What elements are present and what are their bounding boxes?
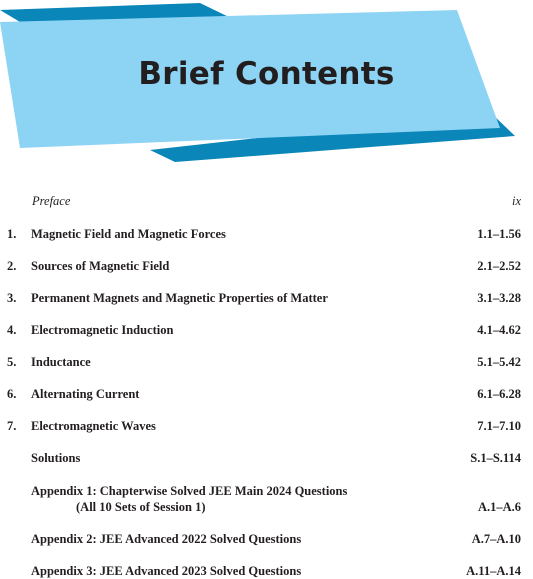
chapter-pages: 4.1–4.62	[477, 323, 521, 337]
chapter-pages: 3.1–3.28	[477, 291, 521, 305]
chapter-pages: 1.1–1.56	[477, 227, 521, 241]
chapter-number: 3.	[7, 291, 17, 305]
chapter-title: Sources of Magnetic Field	[31, 259, 170, 273]
chapter-pages: 7.1–7.10	[477, 419, 521, 433]
chapter-pages: 5.1–5.42	[477, 355, 521, 369]
chapter-title: Alternating Current	[31, 387, 140, 401]
solutions-pages: S.1–S.114	[470, 451, 521, 465]
appendix-pages: A.7–A.10	[471, 532, 521, 546]
preface-title: Preface	[32, 194, 71, 208]
chapter-number: 7.	[7, 419, 17, 433]
chapter-number: 6.	[7, 387, 17, 401]
appendix-title: Appendix 2: JEE Advanced 2022 Solved Questions	[31, 532, 302, 546]
appendix-subtitle: (All 10 Sets of Session 1)	[76, 500, 206, 514]
chapter-number: 4.	[7, 323, 17, 337]
chapter-title: Electromagnetic Induction	[31, 323, 174, 337]
preface-page: ix	[511, 194, 521, 208]
chapter-number: 1.	[7, 227, 17, 241]
page-title: Brief Contents	[138, 56, 395, 92]
chapter-title: Electromagnetic Waves	[31, 419, 156, 433]
chapter-pages: 6.1–6.28	[477, 387, 521, 401]
chapter-title: Permanent Magnets and Magnetic Properties of Matter	[31, 291, 328, 305]
chapter-number: 2.	[7, 259, 17, 273]
chapter-number: 5.	[7, 355, 17, 369]
appendix-title: Appendix 3: JEE Advanced 2023 Solved Questions	[31, 564, 302, 578]
appendix-pages: A.1–A.6	[477, 500, 521, 514]
chapter-pages: 2.1–2.52	[477, 259, 521, 273]
appendix-title: Appendix 1: Chapterwise Solved JEE Main 2024 Questions	[31, 484, 348, 498]
toc-row-appendix-1[interactable]	[0, 483, 533, 515]
chapter-title: Inductance	[31, 355, 91, 369]
chapter-title: Magnetic Field and Magnetic Forces	[31, 227, 226, 241]
appendix-pages: A.11–A.14	[466, 564, 521, 578]
solutions-title: Solutions	[31, 451, 81, 465]
